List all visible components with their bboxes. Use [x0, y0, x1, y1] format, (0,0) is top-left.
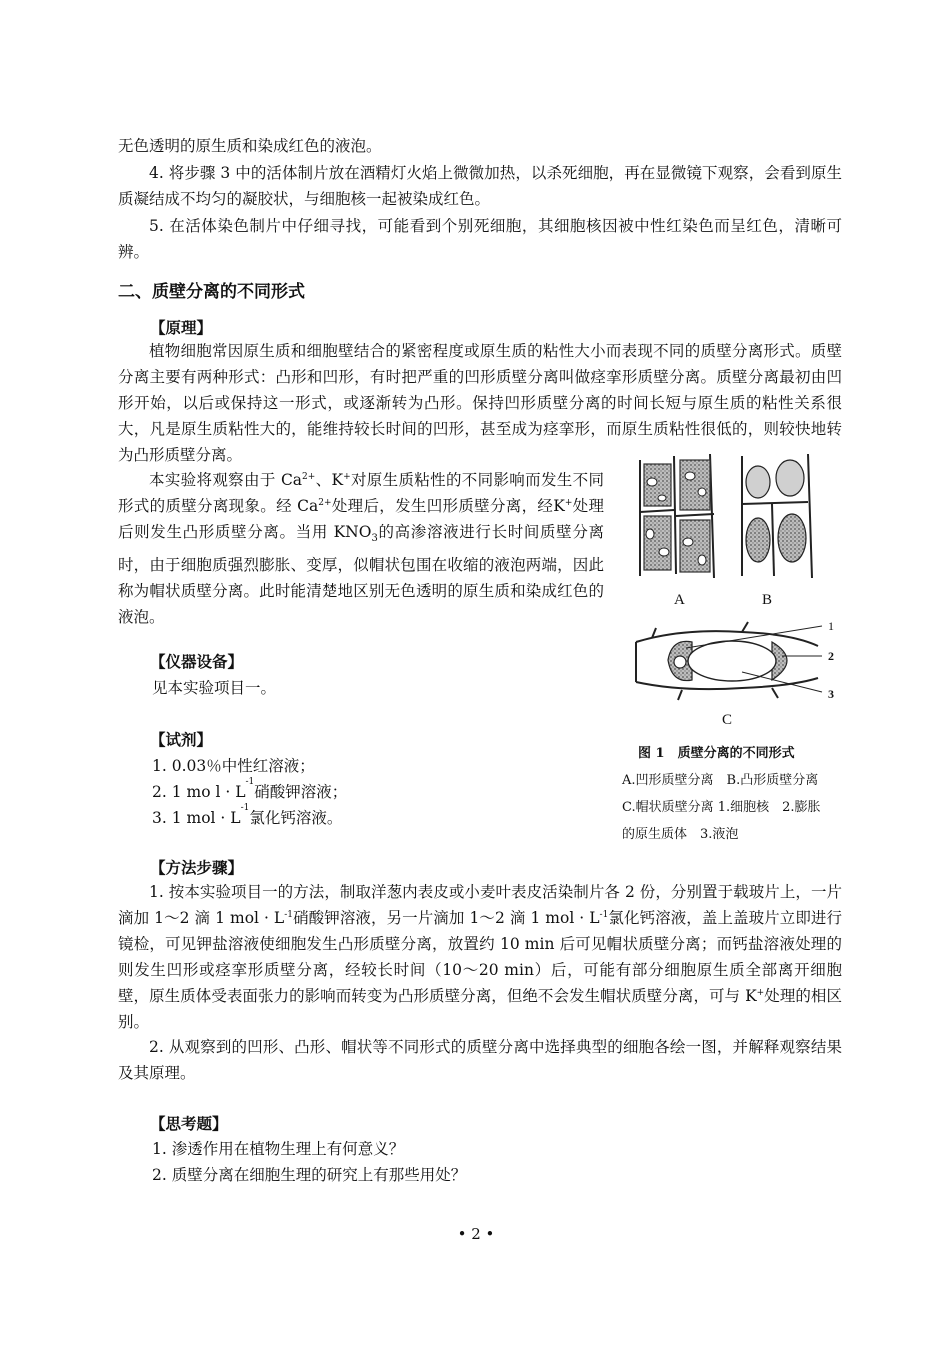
reagent-item-3: 3. 1 mol · $L^{-1}$氯化钙溶液。 — [152, 803, 343, 827]
paragraph-step-4: 4. 将步骤 3 中的活体制片放在酒精灯火焰上微微加热，以杀死细胞，再在显微镜下观察，会看到原生质凝结成不均匀的凝胶状，与细胞核一起被染成红色。 — [118, 164, 842, 208]
figure-caption-line-1: A.凹形质壁分离 B.凸形质壁分离 — [622, 773, 819, 788]
label-a: A — [674, 592, 685, 608]
figure-caption-title: 图 1 质壁分离的不同形式 — [638, 746, 795, 761]
method-step-1: 1. 按本实验项目一的方法，制取洋葱内表皮或小麦叶表皮活染制片各 2 份，分别置于载玻片上，一片滴加 1～2 滴 1 mol · $L^{-1}$硝酸钾溶液，另一片滴加 1～2 滴 1 mol · $L^{-1}$氯化钙溶液，盖上盖玻片立即进行镜检，可见钾盐溶液使细胞发生凸形质壁分离，放置约 10 min 后可见帽状质壁分离；而钙盐溶液处理的则发生凹形或痉挛形质壁分离，经较长时间（10～20 min）后，可能有部分细胞原生质全部离开细胞壁，原生质体受表面张力的影响而转变为凸形质壁分离，但绝不会发生帽状质壁分离，可与 K+处理的相区别。 — [118, 883, 842, 1031]
label-3: 3 — [828, 687, 834, 701]
section-title: 二、质壁分离的不同形式 — [118, 282, 305, 302]
label-1: 1 — [828, 619, 834, 633]
cell-b-drawing — [742, 454, 812, 578]
principle-paragraph-1: 植物细胞常因原生质和细胞壁结合的紧密程度或原生质的粘性大小而表现不同的质壁分离形式。质壁分离主要有两种形式：凸形和凹形，有时把严重的凹形质壁分离叫做痉挛形质壁分离。质壁分离最初由凹形开始，以后或保持这一形式，或逐渐转为凸形。保持凹形质壁分离的时间长短与原生质的粘性关系很大，凡是原生质粘性大的，能维持较长时间的凹形，甚至成为痉挛形，而原生质粘性很低的，则较快地转为凸形质壁分离。 — [118, 342, 842, 464]
principle-paragraph-2: 本实验将观察由于 $Ca^{2+}$、K+对原生质粘性的不同影响而发生不同形式的质壁分离现象。经 $Ca^{2+}$处理后，发生凹形质壁分离，经K+处理后则发生凸形质壁分离。当用 $KNO_3$的高渗溶液进行长时间质壁分离时，由于细胞质强烈膨胀、变厚，似帽状包围在收缩的液泡两端，因此称为帽状质壁分离。此时能清楚地区别无色透明的原生质和染成红色的液泡。 — [118, 471, 604, 627]
method-step-2: 2. 从观察到的凹形、凸形、帽状等不同形式的质壁分离中选择典型的细胞各绘一图，并解释观察结果及其原理。 — [118, 1038, 842, 1082]
reagent-heading: 【试剂】 — [150, 730, 213, 749]
figure-caption-title-row — [622, 740, 844, 767]
method-heading: 【方法步骤】 — [150, 858, 244, 877]
figure-caption-line-3: 的原生质体 3.液泡 — [622, 827, 739, 842]
plasmolysis-diagram — [622, 452, 844, 752]
paragraph-step-5: 5. 在活体染色制片中仔细寻找，可能看到个别死细胞，其细胞核因被中性红染色而呈红色，清晰可辨。 — [118, 217, 843, 261]
question-1: 1. 渗透作用在植物生理上有何意义？ — [152, 1140, 405, 1158]
label-c: C — [722, 712, 733, 728]
figure-caption-line-2: C.帽状质壁分离 1.细胞核 2.膨胀 — [622, 800, 821, 815]
paragraph-continuation: 无色透明的原生质和染成红色的液泡。 — [118, 137, 382, 155]
questions-heading: 【思考题】 — [150, 1114, 228, 1133]
figure-plasmolysis — [622, 452, 844, 752]
label-2: 2 — [828, 649, 834, 663]
reagent-item-2: 2. 1 mo $l \cdot L^{-1}$硝酸钾溶液； — [152, 777, 348, 801]
cell-c-drawing — [636, 622, 822, 700]
question-2: 2. 质壁分离在细胞生理的研究上有那些用处？ — [152, 1166, 467, 1184]
reagent-item-1: 1. 0.03％中性红溶液； — [152, 757, 315, 775]
equipment-heading: 【仪器设备】 — [150, 652, 244, 671]
label-b: B — [762, 592, 773, 608]
equipment-text: 见本实验项目一。 — [152, 679, 277, 697]
page-number: • 2 • — [457, 1225, 495, 1243]
cell-a-drawing — [640, 454, 714, 578]
principle-heading: 【原理】 — [150, 318, 213, 337]
